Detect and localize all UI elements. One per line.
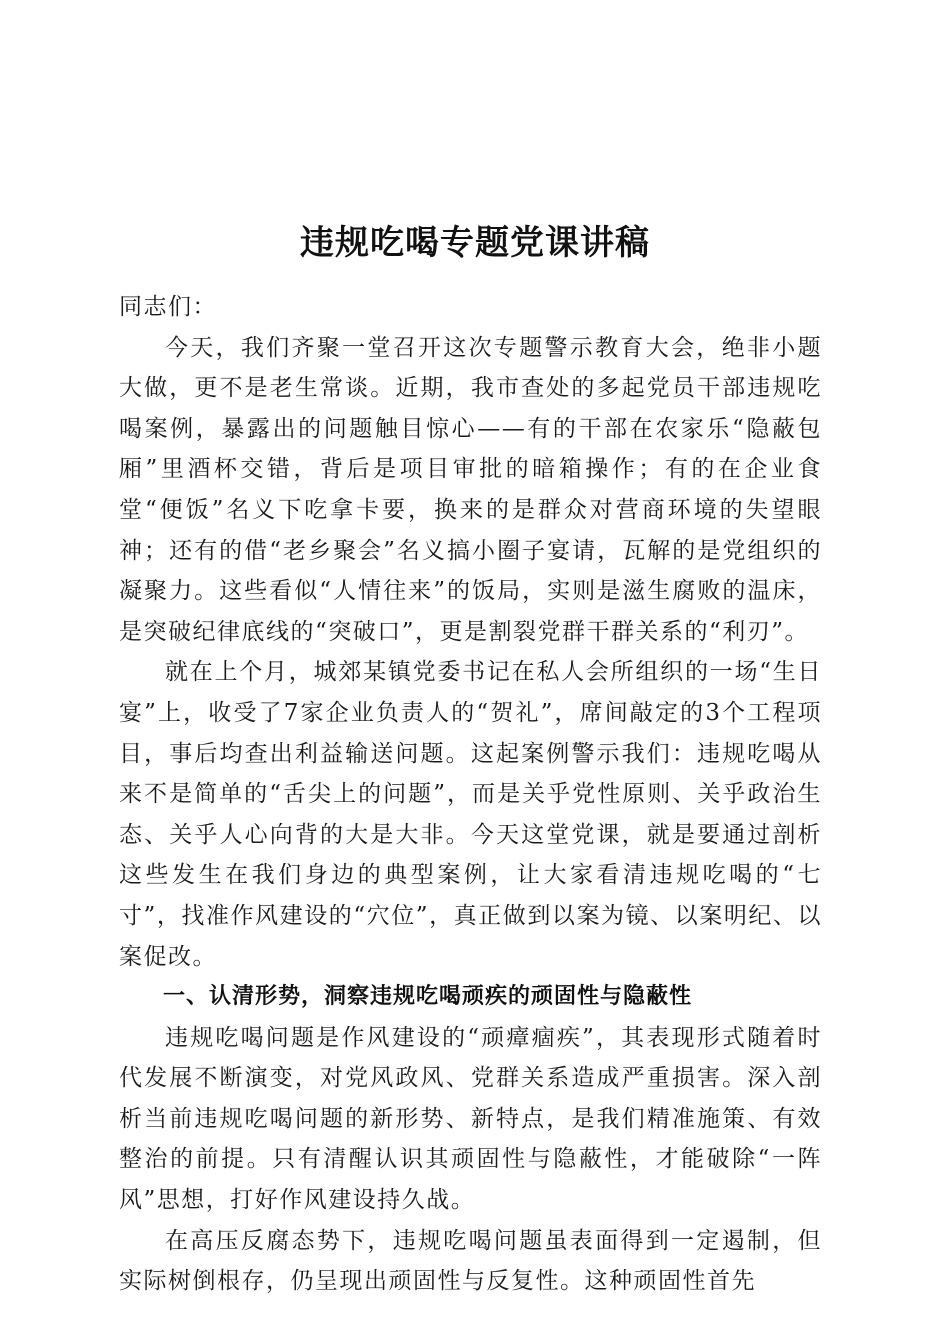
paragraph-case: 就在上个月，城郊某镇党委书记在私人会所组织的一场“生日宴”上，收受了7家企业负责人的“贺礼”，席间敲定的3个工程项目，事后均查出利益输送问题。这起案例警示我们：违规吃喝从来不是简单的“舌尖上的问题”，而是关乎党性原则、关乎政治生态、关乎人心向背的大是大非。今天这堂党课，就是要通过剖析这些发生在我们身边的典型案例，让大家看清违规吃喝的“七寸”，找准作风建设的“穴位”，真正做到以案为镜、以案明纪、以案促改。	[119, 659, 822, 970]
document-body	[119, 287, 822, 1302]
paragraph-intro: 今天，我们齐聚一堂召开这次专题警示教育大会，绝非小题大做，更不是老生常谈。近期，我市查处的多起党员干部违规吃喝案例，暴露出的问题触目惊心——有的干部在农家乐“隐蔽包厢”里酒杯交错，背后是项目审批的暗箱操作；有的在企业食堂“便饭”名义下吃拿卡要，换来的是群众对营商环境的失望眼神；还有的借“老乡聚会”名义搞小圈子宴请，瓦解的是党组织的凝聚力。这些看似“人情往来”的饭局，实则是滋生腐败的温床，是突破纪律底线的“突破口”，更是割裂党群干群关系的“利刃”。	[119, 334, 822, 645]
document-title: 违规吃喝专题党课讲稿	[300, 222, 650, 263]
paragraph-section-1: 违规吃喝问题是作风建设的“顽瘴痼疾”，其表现形式随着时代发展不断演变，对党风政风、党群关系造成严重损害。深入剖析当前违规吃喝问题的新形势、新特点，是我们精准施策、有效整治的前提。只有清醒认识其顽固性与隐蔽性，才能破除“一阵风”思想，打好作风建设持久战。	[119, 1024, 822, 1214]
salutation: 同志们：	[119, 294, 217, 320]
paragraph-section-2: 在高压反腐态势下，违规吃喝问题虽表面得到一定遏制，但实际树倒根存，仍呈现出顽固性与反复性。这种顽固性首先	[119, 1227, 822, 1295]
section-heading-1: 一、认清形势，洞察违规吃喝顽疾的顽固性与隐蔽性	[163, 984, 693, 1010]
